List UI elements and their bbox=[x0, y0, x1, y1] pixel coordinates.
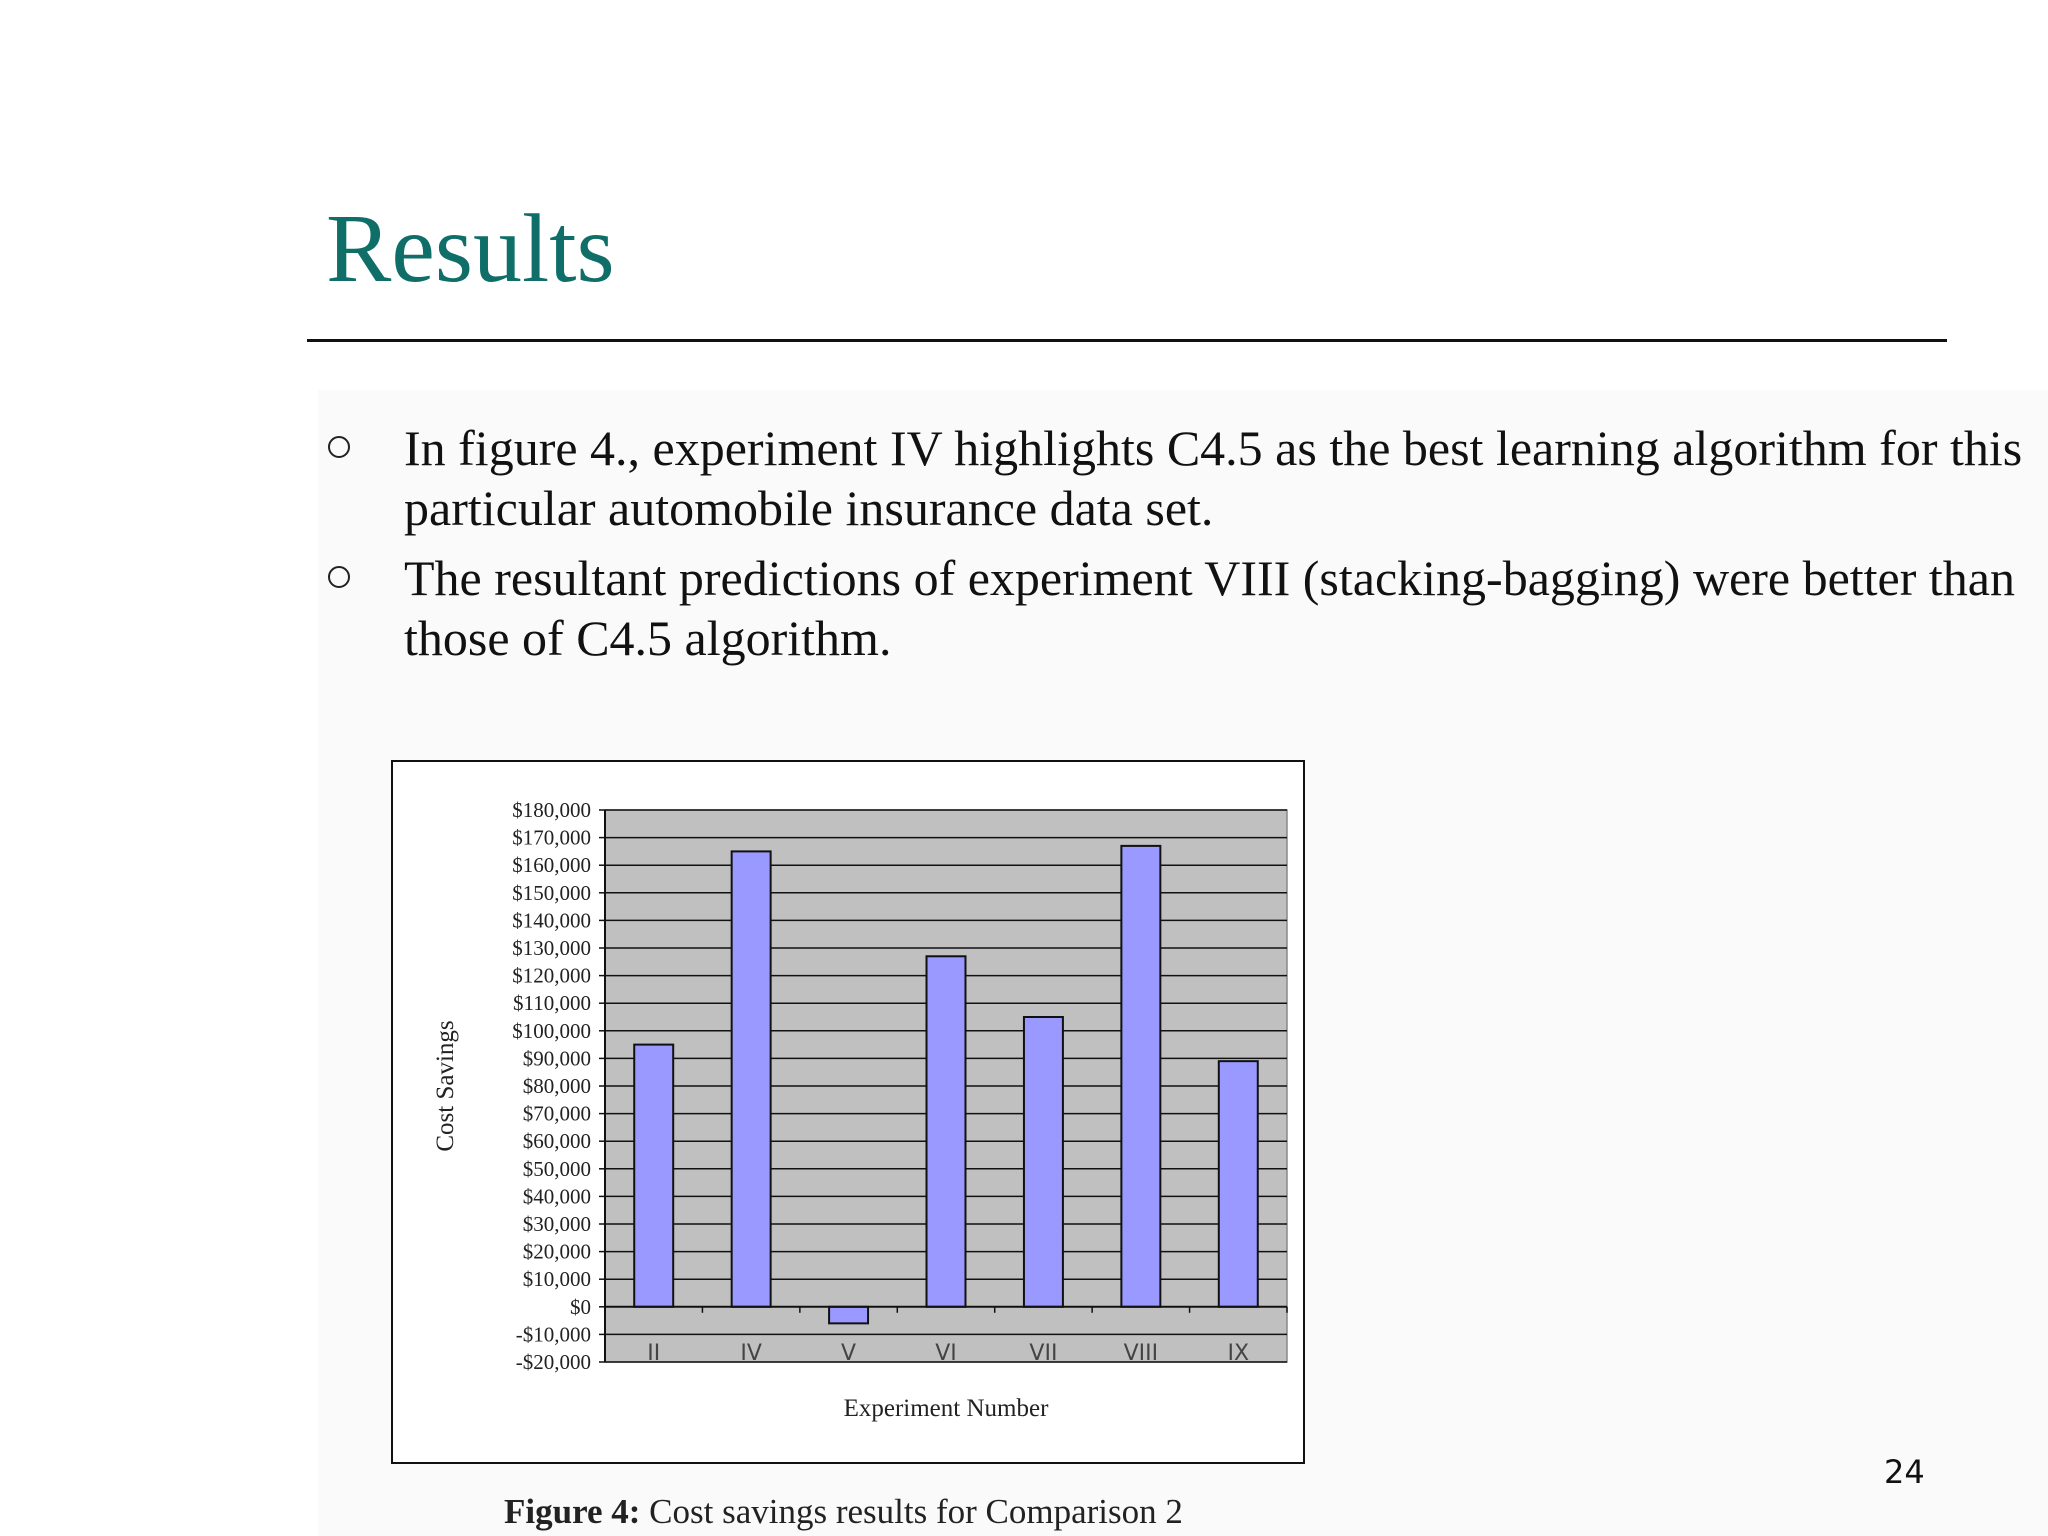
y-tick-label: $60,000 bbox=[522, 1129, 591, 1154]
y-tick-label: $0 bbox=[570, 1294, 591, 1319]
y-tick-label: -$10,000 bbox=[515, 1322, 591, 1347]
y-tick-label: $50,000 bbox=[522, 1156, 591, 1181]
x-tick-label: IX bbox=[1227, 1341, 1250, 1366]
circle-bullet-icon bbox=[328, 566, 350, 588]
bar bbox=[829, 1307, 868, 1324]
y-tick-label: $30,000 bbox=[522, 1212, 591, 1236]
y-tick-label: $180,000 bbox=[512, 798, 591, 822]
x-tick-label: II bbox=[647, 1341, 661, 1366]
figure-caption bbox=[504, 1492, 1183, 1532]
y-tick-label: $110,000 bbox=[513, 991, 591, 1016]
y-tick-label: $90,000 bbox=[522, 1046, 591, 1071]
bar bbox=[634, 1045, 673, 1307]
y-tick-labels bbox=[512, 798, 591, 1374]
bullet-text: The resultant predictions of experiment VIII (stacking-bagging) were better than those of C4.5 algorithm. bbox=[404, 550, 2015, 666]
y-tick-label: $70,000 bbox=[522, 1101, 591, 1126]
bullet-list bbox=[328, 418, 2028, 678]
x-tick-label: V bbox=[841, 1341, 857, 1366]
bullet-text: In figure 4., experiment IV highlights C4.5 as the best learning algorithm for this particular automobile insurance data set. bbox=[404, 420, 2023, 536]
y-tick-label: -$20,000 bbox=[515, 1350, 591, 1374]
y-tick-label: $100,000 bbox=[512, 1018, 591, 1043]
y-tick-label: $170,000 bbox=[512, 825, 591, 850]
y-tick-label: $20,000 bbox=[522, 1239, 591, 1264]
x-tick-label: IV bbox=[740, 1341, 762, 1366]
x-axis-title: Experiment Number bbox=[843, 1395, 1049, 1422]
y-tick-label: $160,000 bbox=[512, 853, 591, 878]
x-tick-label: VI bbox=[935, 1341, 957, 1366]
caption-text: Cost savings results for Comparison 2 bbox=[649, 1492, 1183, 1531]
x-tick-label: VIII bbox=[1123, 1341, 1159, 1366]
chart-frame bbox=[391, 760, 1305, 1464]
y-tick-label: $10,000 bbox=[522, 1267, 591, 1292]
bullet-item bbox=[328, 548, 2028, 668]
bar bbox=[927, 956, 966, 1307]
slide-title: Results bbox=[326, 195, 615, 303]
y-tick-label: $150,000 bbox=[512, 880, 591, 905]
x-tick-label: VII bbox=[1029, 1341, 1058, 1366]
bar-chart bbox=[393, 762, 1303, 1462]
y-tick-label: $120,000 bbox=[512, 963, 591, 988]
circle-bullet-icon bbox=[328, 436, 350, 458]
y-tick-label: $130,000 bbox=[512, 936, 591, 960]
title-divider bbox=[307, 339, 1947, 342]
bar bbox=[732, 851, 771, 1306]
caption-label: Figure 4: bbox=[504, 1492, 641, 1531]
bar bbox=[1024, 1017, 1063, 1307]
y-axis-title: Cost Savings bbox=[432, 1020, 459, 1152]
bar bbox=[1219, 1061, 1258, 1307]
y-tick-label: $80,000 bbox=[522, 1074, 591, 1098]
page-number: 24 bbox=[1884, 1453, 1925, 1491]
y-tick-label: $40,000 bbox=[522, 1184, 591, 1209]
bar bbox=[1121, 846, 1160, 1307]
y-tick-label: $140,000 bbox=[512, 908, 591, 933]
bullet-item bbox=[328, 418, 2028, 538]
